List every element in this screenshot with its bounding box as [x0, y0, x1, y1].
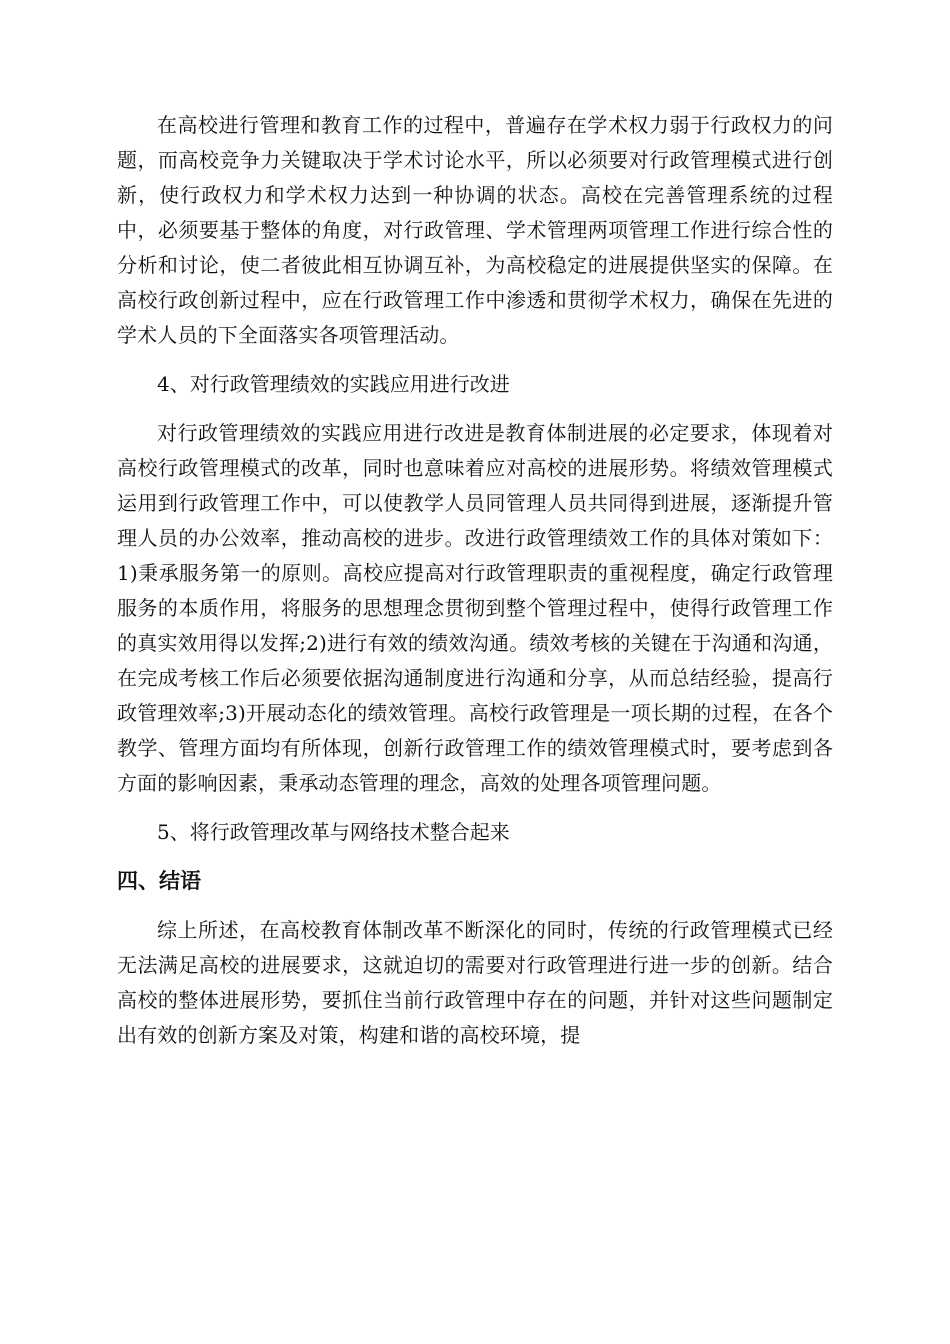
section-heading-conclusion: 四、结语: [117, 869, 201, 893]
body-paragraph-1: 在高校进行管理和教育工作的过程中，普遍存在学术权力弱于行政权力的问题，而高校竞争力关键取决于学术讨论水平，所以必须要对行政管理模式进行创新，使行政权力和学术权力达到一种协调的状态。高校在完善管理系统的过程中，必须要基于整体的角度，对行政管理、学术管理两项管理工作进行综合性的分析和讨论，使二者彼此相互协调互补，为高校稳定的进展提供坚实的保障。在高校行政创新过程中，应在行政管理工作中渗透和贯彻学术权力，确保在先进的学术人员的下全面落实各项管理活动。: [117, 113, 833, 347]
subheading-4: 4、对行政管理绩效的实践应用进行改进: [157, 372, 510, 396]
body-paragraph-2: 对行政管理绩效的实践应用进行改进是教育体制进展的必定要求，体现着对高校行政管理模式的改革，同时也意味着应对高校的进展形势。将绩效管理模式运用到行政管理工作中，可以使教学人员同管理人员共同得到进展，逐渐提升管理人员的办公效率，推动高校的进步。改进行政管理绩效工作的具体对策如下：1)秉承服务第一的原则。高校应提高对行政管理职责的重视程度，确定行政管理服务的本质作用，将服务的思想理念贯彻到整个管理过程中，使得行政管理工作的真实效用得以发挥;2)进行有效的绩效沟通。绩效考核的关键在于沟通和沟通，在完成考核工作后必须要依据沟通制度进行沟通和分享，从而总结经验，提高行政管理效率;3)开展动态化的绩效管理。高校行政管理是一项长期的过程，在各个教学、管理方面均有所体现，创新行政管理工作的绩效管理模式时，要考虑到各方面的影响因素，秉承动态管理的理念，高效的处理各项管理问题。: [117, 421, 833, 795]
body-paragraph-3: 综上所述，在高校教育体制改革不断深化的同时，传统的行政管理模式已经无法满足高校的进展要求，这就迫切的需要对行政管理进行进一步的创新。结合高校的整体进展形势，要抓住当前行政管理中存在的问题，并针对这些问题制定出有效的创新方案及对策，构建和谐的高校环境，提: [117, 918, 833, 1047]
subheading-5: 5、将行政管理改革与网络技术整合起来: [157, 820, 510, 844]
document-page: [117, 108, 833, 1053]
